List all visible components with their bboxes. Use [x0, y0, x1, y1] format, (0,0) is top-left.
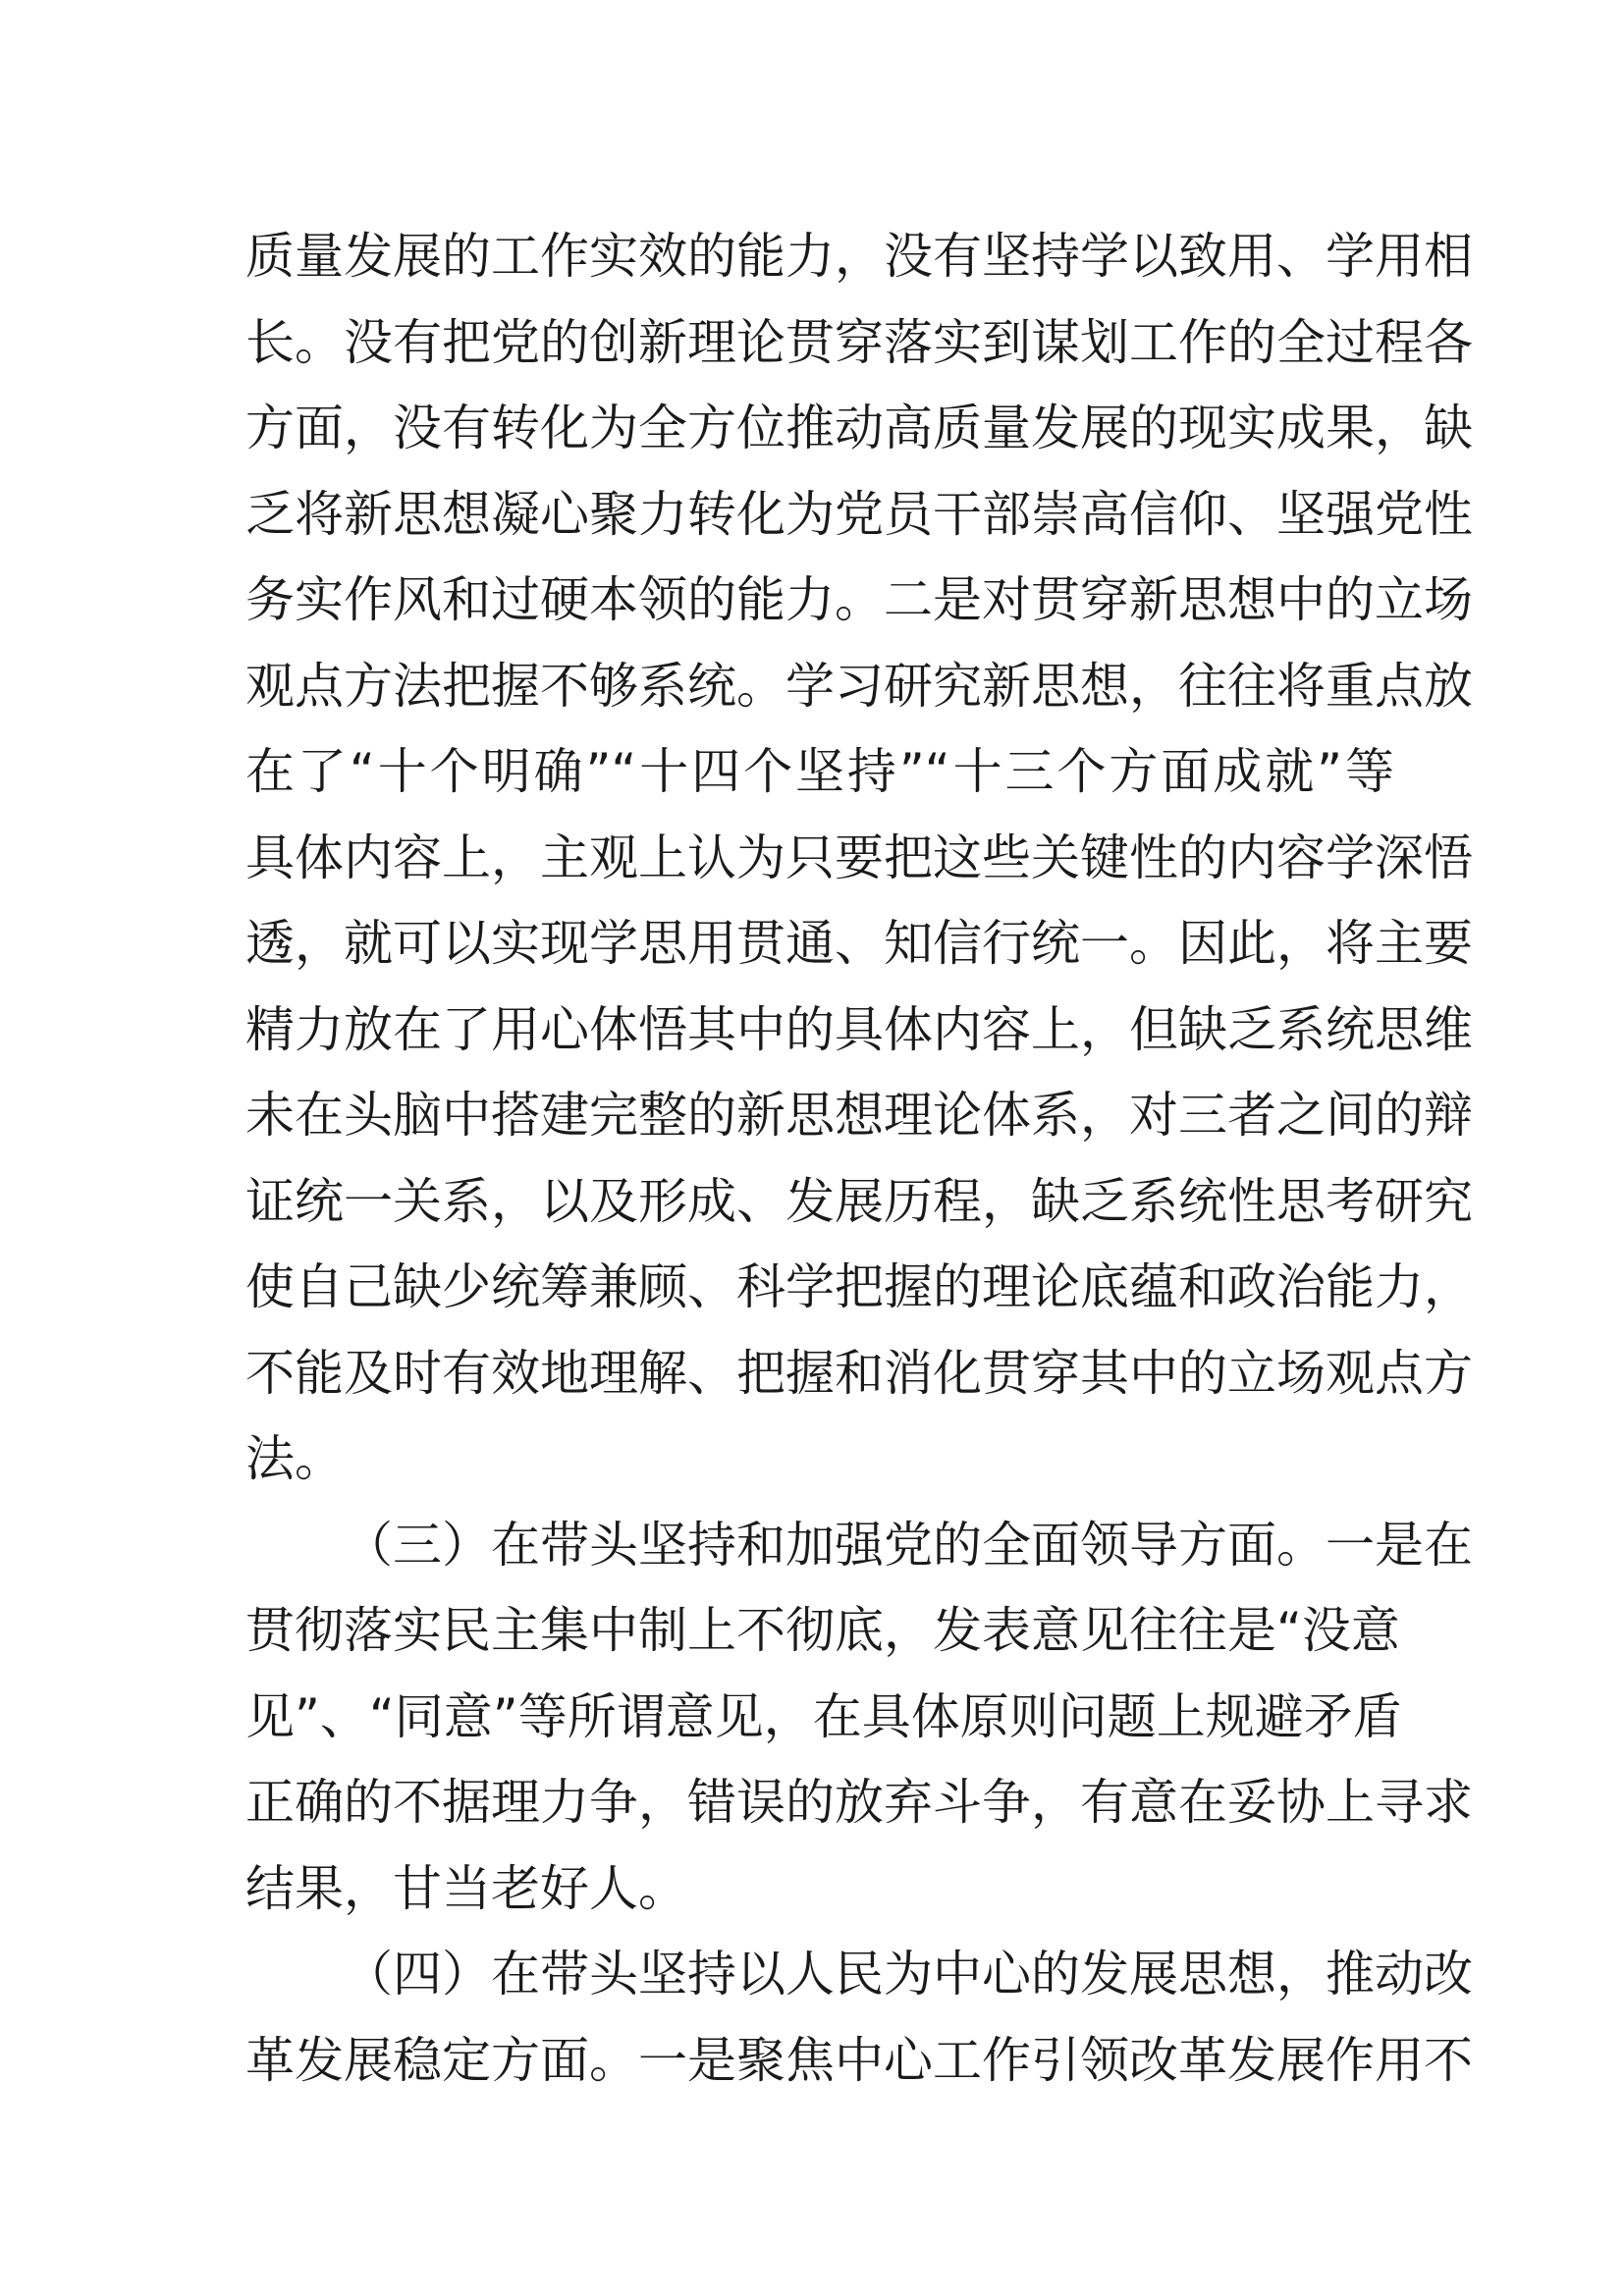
paragraph-line: 未在头脑中搭建完整的新思想理论体系，对三者之间的辩	[245, 1087, 1473, 1144]
paragraph-line: 精力放在了用心体悟其中的具体内容上，但缺乏系统思维	[245, 1000, 1473, 1058]
paragraph-line: 方面，没有转化为全方位推动高质量发展的现实成果，缺	[245, 400, 1473, 456]
paragraph-line: 证统一关系，以及形成、发展历程，缺乏系统性思考研究	[245, 1172, 1473, 1230]
paragraph-line: 质量发展的工作实效的能力，没有坚持学以致用、学用相	[245, 228, 1473, 285]
paragraph-line: 务实作风和过硬本领的能力。二是对贯穿新思想中的立场	[245, 571, 1473, 628]
paragraph-line: 不能及时有效地理解、把握和消化贯穿其中的立场观点方	[245, 1344, 1473, 1402]
paragraph-line: 透，就可以实现学思用贯通、知信行统一。因此，将主要	[245, 915, 1473, 972]
paragraph-line: 具体内容上，主观上认为只要把这些关键性的内容学深悟	[245, 828, 1473, 886]
section-heading-line: （三）在带头坚持和加强党的全面领导方面。一是在	[344, 1516, 1473, 1574]
paragraph-line: 革发展稳定方面。一是聚焦中心工作引领改革发展作用不	[245, 2031, 1473, 2089]
paragraph-line: 使自己缺少统筹兼顾、科学把握的理论底蕴和政治能力，	[245, 1258, 1473, 1315]
paragraph-line: 正确的不据理力争，错误的放弃斗争，有意在妥协上寻求	[245, 1774, 1473, 1831]
paragraph-line: 贯彻落实民主集中制上不彻底，发表意见往往是“没意	[245, 1602, 1400, 1659]
paragraph-line: 乏将新思想凝心聚力转化为党员干部崇高信仰、坚强党性	[245, 485, 1473, 543]
paragraph-line: 在了“十个明确”“十四个坚持”“十三个方面成就”等	[245, 743, 1394, 800]
section-heading-line: （四）在带头坚持以人民为中心的发展思想，推动改	[344, 1946, 1473, 2002]
paragraph-line: 见”、“同意”等所谓意见，在具体原则问题上规避矛盾	[245, 1687, 1402, 1745]
paragraph-line: 结果，甘当老好人。	[245, 1859, 687, 1917]
paragraph-line: 观点方法把握不够系统。学习研究新思想，往往将重点放	[245, 657, 1473, 715]
document-body	[245, 214, 1473, 2104]
paragraph-line: 法。	[245, 1430, 344, 1487]
paragraph-line: 长。没有把党的创新理论贯穿落实到谋划工作的全过程各	[245, 313, 1473, 371]
